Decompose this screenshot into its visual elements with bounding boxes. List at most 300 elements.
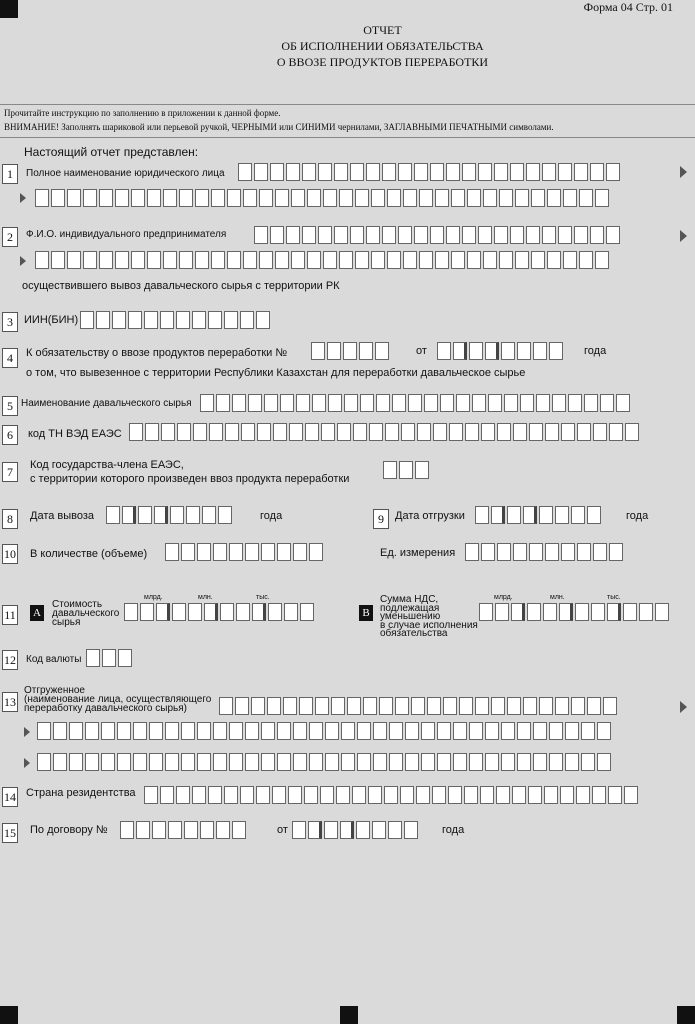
char-cell[interactable] xyxy=(523,697,537,715)
residence-country-input[interactable] xyxy=(144,786,638,804)
char-cell[interactable] xyxy=(433,423,447,441)
char-cell[interactable] xyxy=(200,394,214,412)
raw-material-cost-input[interactable] xyxy=(124,603,314,621)
char-cell[interactable] xyxy=(545,423,559,441)
char-cell[interactable] xyxy=(323,189,337,207)
char-cell[interactable] xyxy=(565,753,579,771)
char-cell[interactable] xyxy=(579,189,593,207)
char-cell[interactable] xyxy=(414,226,428,244)
processor-name-row-2[interactable] xyxy=(37,722,611,740)
char-cell[interactable] xyxy=(547,189,561,207)
char-cell[interactable] xyxy=(491,697,505,715)
char-cell[interactable] xyxy=(245,722,259,740)
char-cell[interactable] xyxy=(467,189,481,207)
char-cell[interactable] xyxy=(356,821,370,839)
char-cell[interactable] xyxy=(576,786,590,804)
char-cell[interactable] xyxy=(172,603,186,621)
char-cell[interactable] xyxy=(268,603,282,621)
char-cell[interactable] xyxy=(96,311,110,329)
char-cell[interactable] xyxy=(401,423,415,441)
char-cell[interactable] xyxy=(160,786,174,804)
char-cell[interactable] xyxy=(561,423,575,441)
char-cell[interactable] xyxy=(339,251,353,269)
char-cell[interactable] xyxy=(574,226,588,244)
char-cell[interactable] xyxy=(318,163,332,181)
char-cell[interactable] xyxy=(475,506,489,524)
char-cell[interactable] xyxy=(504,394,518,412)
char-cell[interactable] xyxy=(544,786,558,804)
char-cell[interactable] xyxy=(261,722,275,740)
char-cell[interactable] xyxy=(102,649,116,667)
obligation-number-input[interactable] xyxy=(311,342,389,360)
char-cell[interactable] xyxy=(568,394,582,412)
char-cell[interactable] xyxy=(195,189,209,207)
char-cell[interactable] xyxy=(607,603,621,621)
char-cell[interactable] xyxy=(371,251,385,269)
char-cell[interactable] xyxy=(360,394,374,412)
char-cell[interactable] xyxy=(302,226,316,244)
char-cell[interactable] xyxy=(517,753,531,771)
char-cell[interactable] xyxy=(526,226,540,244)
char-cell[interactable] xyxy=(574,163,588,181)
char-cell[interactable] xyxy=(254,163,268,181)
char-cell[interactable] xyxy=(597,722,611,740)
char-cell[interactable] xyxy=(315,697,329,715)
char-cell[interactable] xyxy=(188,603,202,621)
char-cell[interactable] xyxy=(202,506,216,524)
processor-name-row-1[interactable] xyxy=(219,697,617,715)
entrepreneur-name-row-1[interactable] xyxy=(254,226,620,244)
char-cell[interactable] xyxy=(131,189,145,207)
char-cell[interactable] xyxy=(517,342,531,360)
char-cell[interactable] xyxy=(197,543,211,561)
char-cell[interactable] xyxy=(590,226,604,244)
char-cell[interactable] xyxy=(435,251,449,269)
char-cell[interactable] xyxy=(529,423,543,441)
char-cell[interactable] xyxy=(83,189,97,207)
char-cell[interactable] xyxy=(264,394,278,412)
char-cell[interactable] xyxy=(623,603,637,621)
char-cell[interactable] xyxy=(496,786,510,804)
char-cell[interactable] xyxy=(283,697,297,715)
char-cell[interactable] xyxy=(184,821,198,839)
char-cell[interactable] xyxy=(240,786,254,804)
char-cell[interactable] xyxy=(593,423,607,441)
char-cell[interactable] xyxy=(584,394,598,412)
char-cell[interactable] xyxy=(581,722,595,740)
char-cell[interactable] xyxy=(197,753,211,771)
char-cell[interactable] xyxy=(229,722,243,740)
char-cell[interactable] xyxy=(563,189,577,207)
char-cell[interactable] xyxy=(251,697,265,715)
char-cell[interactable] xyxy=(117,753,131,771)
char-cell[interactable] xyxy=(140,603,154,621)
char-cell[interactable] xyxy=(277,753,291,771)
char-cell[interactable] xyxy=(347,697,361,715)
char-cell[interactable] xyxy=(112,311,126,329)
char-cell[interactable] xyxy=(170,506,184,524)
char-cell[interactable] xyxy=(373,753,387,771)
char-cell[interactable] xyxy=(485,722,499,740)
char-cell[interactable] xyxy=(462,163,476,181)
char-cell[interactable] xyxy=(133,722,147,740)
char-cell[interactable] xyxy=(404,821,418,839)
char-cell[interactable] xyxy=(225,423,239,441)
char-cell[interactable] xyxy=(270,163,284,181)
char-cell[interactable] xyxy=(154,506,168,524)
unit-of-measure-input[interactable] xyxy=(465,543,623,561)
char-cell[interactable] xyxy=(195,251,209,269)
char-cell[interactable] xyxy=(341,753,355,771)
char-cell[interactable] xyxy=(542,163,556,181)
char-cell[interactable] xyxy=(437,753,451,771)
char-cell[interactable] xyxy=(304,786,318,804)
char-cell[interactable] xyxy=(101,722,115,740)
char-cell[interactable] xyxy=(256,786,270,804)
char-cell[interactable] xyxy=(179,251,193,269)
char-cell[interactable] xyxy=(609,423,623,441)
char-cell[interactable] xyxy=(558,226,572,244)
char-cell[interactable] xyxy=(624,786,638,804)
char-cell[interactable] xyxy=(398,226,412,244)
char-cell[interactable] xyxy=(408,394,422,412)
char-cell[interactable] xyxy=(515,189,529,207)
char-cell[interactable] xyxy=(616,394,630,412)
char-cell[interactable] xyxy=(122,506,136,524)
char-cell[interactable] xyxy=(478,226,492,244)
char-cell[interactable] xyxy=(136,821,150,839)
char-cell[interactable] xyxy=(427,697,441,715)
char-cell[interactable] xyxy=(497,543,511,561)
char-cell[interactable] xyxy=(357,722,371,740)
char-cell[interactable] xyxy=(539,697,553,715)
char-cell[interactable] xyxy=(609,543,623,561)
char-cell[interactable] xyxy=(446,163,460,181)
char-cell[interactable] xyxy=(232,821,246,839)
char-cell[interactable] xyxy=(67,189,81,207)
char-cell[interactable] xyxy=(229,753,243,771)
char-cell[interactable] xyxy=(606,163,620,181)
char-cell[interactable] xyxy=(286,226,300,244)
char-cell[interactable] xyxy=(379,697,393,715)
char-cell[interactable] xyxy=(320,786,334,804)
char-cell[interactable] xyxy=(464,786,478,804)
char-cell[interactable] xyxy=(147,251,161,269)
char-cell[interactable] xyxy=(129,423,143,441)
char-cell[interactable] xyxy=(526,163,540,181)
char-cell[interactable] xyxy=(494,226,508,244)
char-cell[interactable] xyxy=(291,251,305,269)
char-cell[interactable] xyxy=(165,722,179,740)
char-cell[interactable] xyxy=(593,543,607,561)
char-cell[interactable] xyxy=(325,753,339,771)
char-cell[interactable] xyxy=(531,251,545,269)
tn-ved-code-input[interactable] xyxy=(129,423,639,441)
contract-number-input[interactable] xyxy=(120,821,246,839)
char-cell[interactable] xyxy=(307,251,321,269)
char-cell[interactable] xyxy=(213,753,227,771)
char-cell[interactable] xyxy=(430,163,444,181)
char-cell[interactable] xyxy=(197,722,211,740)
char-cell[interactable] xyxy=(507,506,521,524)
char-cell[interactable] xyxy=(340,821,354,839)
char-cell[interactable] xyxy=(456,394,470,412)
char-cell[interactable] xyxy=(324,821,338,839)
char-cell[interactable] xyxy=(590,163,604,181)
char-cell[interactable] xyxy=(229,543,243,561)
char-cell[interactable] xyxy=(238,163,252,181)
char-cell[interactable] xyxy=(398,163,412,181)
char-cell[interactable] xyxy=(106,506,120,524)
char-cell[interactable] xyxy=(336,786,350,804)
char-cell[interactable] xyxy=(625,423,639,441)
char-cell[interactable] xyxy=(451,189,465,207)
char-cell[interactable] xyxy=(328,394,342,412)
char-cell[interactable] xyxy=(302,163,316,181)
char-cell[interactable] xyxy=(256,311,270,329)
char-cell[interactable] xyxy=(555,697,569,715)
char-cell[interactable] xyxy=(156,603,170,621)
char-cell[interactable] xyxy=(350,163,364,181)
char-cell[interactable] xyxy=(389,722,403,740)
char-cell[interactable] xyxy=(512,786,526,804)
char-cell[interactable] xyxy=(318,226,332,244)
char-cell[interactable] xyxy=(577,543,591,561)
char-cell[interactable] xyxy=(545,543,559,561)
char-cell[interactable] xyxy=(561,543,575,561)
char-cell[interactable] xyxy=(513,543,527,561)
char-cell[interactable] xyxy=(430,226,444,244)
char-cell[interactable] xyxy=(400,786,414,804)
char-cell[interactable] xyxy=(363,697,377,715)
char-cell[interactable] xyxy=(437,342,451,360)
char-cell[interactable] xyxy=(355,189,369,207)
char-cell[interactable] xyxy=(405,753,419,771)
char-cell[interactable] xyxy=(37,722,51,740)
char-cell[interactable] xyxy=(241,423,255,441)
char-cell[interactable] xyxy=(543,603,557,621)
char-cell[interactable] xyxy=(542,226,556,244)
char-cell[interactable] xyxy=(515,251,529,269)
iin-bin-input[interactable] xyxy=(80,311,270,329)
char-cell[interactable] xyxy=(581,753,595,771)
char-cell[interactable] xyxy=(563,251,577,269)
entrepreneur-name-row-2[interactable] xyxy=(35,251,609,269)
vat-reduction-amount-input[interactable] xyxy=(479,603,669,621)
char-cell[interactable] xyxy=(165,753,179,771)
char-cell[interactable] xyxy=(511,603,525,621)
char-cell[interactable] xyxy=(272,786,286,804)
char-cell[interactable] xyxy=(507,697,521,715)
char-cell[interactable] xyxy=(510,226,524,244)
char-cell[interactable] xyxy=(405,722,419,740)
char-cell[interactable] xyxy=(571,697,585,715)
char-cell[interactable] xyxy=(475,697,489,715)
char-cell[interactable] xyxy=(243,189,257,207)
char-cell[interactable] xyxy=(382,163,396,181)
char-cell[interactable] xyxy=(481,543,495,561)
char-cell[interactable] xyxy=(300,603,314,621)
char-cell[interactable] xyxy=(261,543,275,561)
char-cell[interactable] xyxy=(145,423,159,441)
char-cell[interactable] xyxy=(403,251,417,269)
char-cell[interactable] xyxy=(181,543,195,561)
char-cell[interactable] xyxy=(152,821,166,839)
char-cell[interactable] xyxy=(160,311,174,329)
char-cell[interactable] xyxy=(243,251,257,269)
char-cell[interactable] xyxy=(120,821,134,839)
char-cell[interactable] xyxy=(200,821,214,839)
char-cell[interactable] xyxy=(419,189,433,207)
char-cell[interactable] xyxy=(469,753,483,771)
char-cell[interactable] xyxy=(533,342,547,360)
char-cell[interactable] xyxy=(35,189,49,207)
char-cell[interactable] xyxy=(501,722,515,740)
char-cell[interactable] xyxy=(411,697,425,715)
char-cell[interactable] xyxy=(549,722,563,740)
char-cell[interactable] xyxy=(224,786,238,804)
char-cell[interactable] xyxy=(192,311,206,329)
char-cell[interactable] xyxy=(488,394,502,412)
char-cell[interactable] xyxy=(350,226,364,244)
char-cell[interactable] xyxy=(387,189,401,207)
char-cell[interactable] xyxy=(177,423,191,441)
char-cell[interactable] xyxy=(277,543,291,561)
char-cell[interactable] xyxy=(357,753,371,771)
char-cell[interactable] xyxy=(555,506,569,524)
char-cell[interactable] xyxy=(334,163,348,181)
char-cell[interactable] xyxy=(353,423,367,441)
char-cell[interactable] xyxy=(37,753,51,771)
char-cell[interactable] xyxy=(259,251,273,269)
char-cell[interactable] xyxy=(517,722,531,740)
char-cell[interactable] xyxy=(213,543,227,561)
char-cell[interactable] xyxy=(216,821,230,839)
export-date-input[interactable] xyxy=(106,506,232,524)
char-cell[interactable] xyxy=(373,722,387,740)
char-cell[interactable] xyxy=(478,163,492,181)
char-cell[interactable] xyxy=(603,697,617,715)
contract-date-input[interactable] xyxy=(292,821,418,839)
char-cell[interactable] xyxy=(592,786,606,804)
char-cell[interactable] xyxy=(305,423,319,441)
char-cell[interactable] xyxy=(366,226,380,244)
char-cell[interactable] xyxy=(453,722,467,740)
char-cell[interactable] xyxy=(371,189,385,207)
char-cell[interactable] xyxy=(248,394,262,412)
char-cell[interactable] xyxy=(80,311,94,329)
char-cell[interactable] xyxy=(421,753,435,771)
char-cell[interactable] xyxy=(528,786,542,804)
char-cell[interactable] xyxy=(491,506,505,524)
char-cell[interactable] xyxy=(549,753,563,771)
char-cell[interactable] xyxy=(552,394,566,412)
char-cell[interactable] xyxy=(220,603,234,621)
char-cell[interactable] xyxy=(547,251,561,269)
char-cell[interactable] xyxy=(86,649,100,667)
char-cell[interactable] xyxy=(399,461,413,479)
char-cell[interactable] xyxy=(485,753,499,771)
char-cell[interactable] xyxy=(560,786,574,804)
char-cell[interactable] xyxy=(494,163,508,181)
char-cell[interactable] xyxy=(513,423,527,441)
char-cell[interactable] xyxy=(99,189,113,207)
char-cell[interactable] xyxy=(587,506,601,524)
char-cell[interactable] xyxy=(118,649,132,667)
char-cell[interactable] xyxy=(308,821,322,839)
char-cell[interactable] xyxy=(53,722,67,740)
char-cell[interactable] xyxy=(293,753,307,771)
char-cell[interactable] xyxy=(366,163,380,181)
char-cell[interactable] xyxy=(213,722,227,740)
char-cell[interactable] xyxy=(536,394,550,412)
char-cell[interactable] xyxy=(321,423,335,441)
char-cell[interactable] xyxy=(53,753,67,771)
char-cell[interactable] xyxy=(85,753,99,771)
char-cell[interactable] xyxy=(417,423,431,441)
char-cell[interactable] xyxy=(432,786,446,804)
char-cell[interactable] xyxy=(293,543,307,561)
char-cell[interactable] xyxy=(499,189,513,207)
char-cell[interactable] xyxy=(419,251,433,269)
char-cell[interactable] xyxy=(469,342,483,360)
char-cell[interactable] xyxy=(639,603,653,621)
char-cell[interactable] xyxy=(186,506,200,524)
char-cell[interactable] xyxy=(339,189,353,207)
char-cell[interactable] xyxy=(144,786,158,804)
char-cell[interactable] xyxy=(529,543,543,561)
char-cell[interactable] xyxy=(467,251,481,269)
char-cell[interactable] xyxy=(275,251,289,269)
char-cell[interactable] xyxy=(227,189,241,207)
char-cell[interactable] xyxy=(499,251,513,269)
char-cell[interactable] xyxy=(267,697,281,715)
char-cell[interactable] xyxy=(235,697,249,715)
char-cell[interactable] xyxy=(101,753,115,771)
char-cell[interactable] xyxy=(51,251,65,269)
char-cell[interactable] xyxy=(211,189,225,207)
char-cell[interactable] xyxy=(577,423,591,441)
char-cell[interactable] xyxy=(587,697,601,715)
char-cell[interactable] xyxy=(368,786,382,804)
char-cell[interactable] xyxy=(245,753,259,771)
char-cell[interactable] xyxy=(99,251,113,269)
char-cell[interactable] xyxy=(527,603,541,621)
char-cell[interactable] xyxy=(369,423,383,441)
char-cell[interactable] xyxy=(571,506,585,524)
char-cell[interactable] xyxy=(483,189,497,207)
char-cell[interactable] xyxy=(273,423,287,441)
char-cell[interactable] xyxy=(501,342,515,360)
char-cell[interactable] xyxy=(131,251,145,269)
char-cell[interactable] xyxy=(344,394,358,412)
char-cell[interactable] xyxy=(443,697,457,715)
char-cell[interactable] xyxy=(403,189,417,207)
char-cell[interactable] xyxy=(395,697,409,715)
char-cell[interactable] xyxy=(51,189,65,207)
char-cell[interactable] xyxy=(149,753,163,771)
legal-entity-name-row-1[interactable] xyxy=(238,163,620,181)
char-cell[interactable] xyxy=(453,753,467,771)
char-cell[interactable] xyxy=(375,342,389,360)
char-cell[interactable] xyxy=(193,423,207,441)
char-cell[interactable] xyxy=(292,821,306,839)
char-cell[interactable] xyxy=(372,821,386,839)
char-cell[interactable] xyxy=(501,753,515,771)
char-cell[interactable] xyxy=(359,342,373,360)
char-cell[interactable] xyxy=(533,753,547,771)
char-cell[interactable] xyxy=(483,251,497,269)
